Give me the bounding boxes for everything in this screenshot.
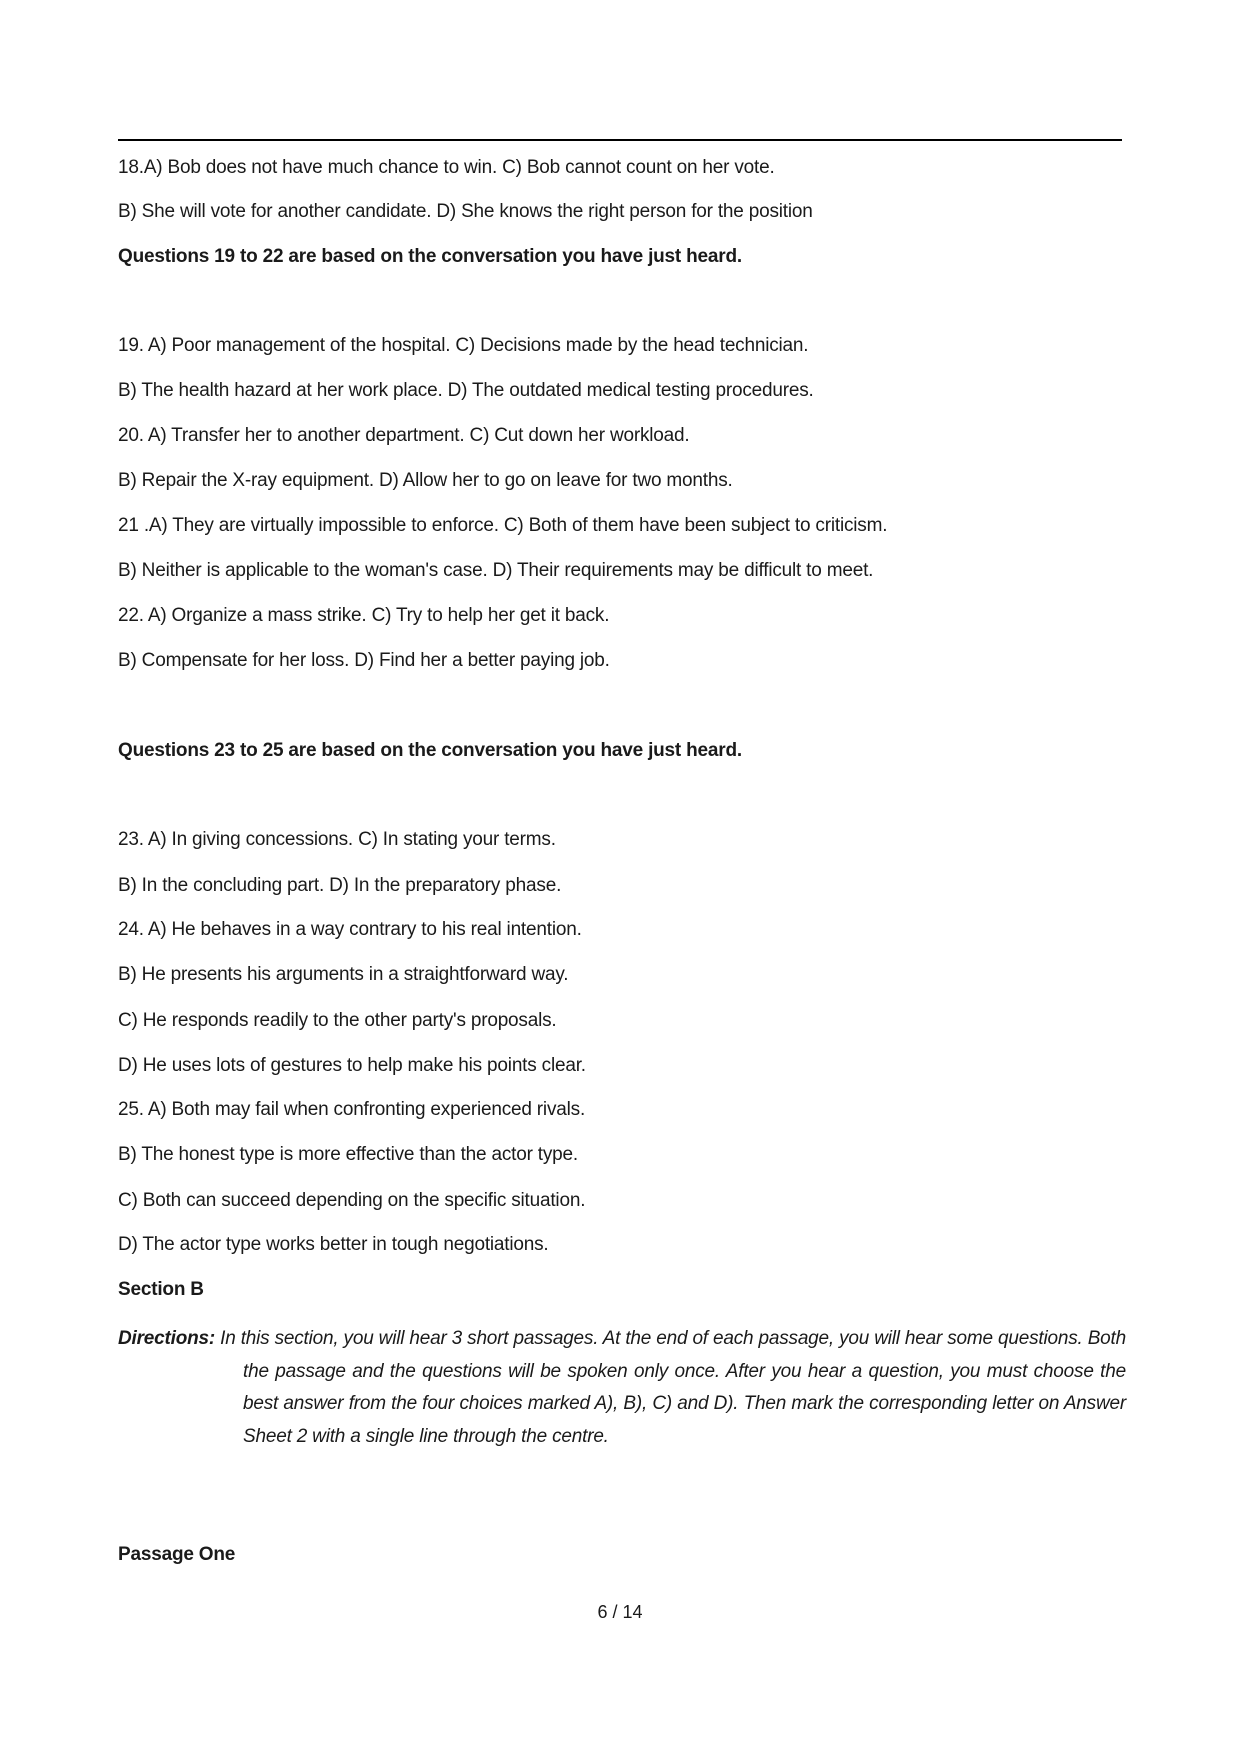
- answer-line: B) The health hazard at her work place. D) The outdated medical testing procedures.: [118, 380, 814, 401]
- header-rule: [118, 139, 1122, 141]
- answer-line: B) In the concluding part. D) In the preparatory phase.: [118, 875, 562, 896]
- answer-line: 25. A) Both may fail when confronting experienced rivals.: [118, 1099, 586, 1120]
- answer-line: B) She will vote for another candidate. D) She knows the right person for the position: [118, 201, 813, 222]
- answer-line: 22. A) Organize a mass strike. C) Try to help her get it back.: [118, 605, 610, 626]
- answer-line: D) He uses lots of gestures to help make his points clear.: [118, 1055, 586, 1076]
- answer-line: 18.A) Bob does not have much chance to win. C) Bob cannot count on her vote.: [118, 157, 775, 178]
- answer-line: D) The actor type works better in tough negotiations.: [118, 1234, 549, 1255]
- directions-paragraph: [118, 1323, 1126, 1453]
- answer-line: 19. A) Poor management of the hospital. C) Decisions made by the head technician.: [118, 335, 809, 356]
- page-number: 6 / 14: [597, 1602, 643, 1622]
- answer-line: 20. A) Transfer her to another department. C) Cut down her workload.: [118, 425, 690, 446]
- answer-line: 24. A) He behaves in a way contrary to his real intention.: [118, 919, 582, 940]
- answer-line: B) Repair the X-ray equipment. D) Allow her to go on leave for two months.: [118, 470, 733, 491]
- directions-label: Directions:: [118, 1328, 216, 1349]
- passage-heading: Passage One: [118, 1544, 236, 1565]
- answer-line: C) Both can succeed depending on the specific situation.: [118, 1190, 586, 1211]
- directions-text: In this section, you will hear 3 short passages. At the end of each passage, you will hear some questions. Both the passage and the questions will be spoken only once. After you hear a question, you must choose the best answer from the four choices marked A), B), C) and D). Then mark the corresponding letter on Answer Sheet 2 with a single line through the centre.: [220, 1328, 1126, 1447]
- answer-line: B) He presents his arguments in a straightforward way.: [118, 964, 569, 985]
- answer-line: 23. A) In giving concessions. C) In stating your terms.: [118, 829, 556, 850]
- section-heading: Section B: [118, 1279, 204, 1300]
- answer-line: C) He responds readily to the other party's proposals.: [118, 1010, 557, 1031]
- section-heading: Questions 19 to 22 are based on the conversation you have just heard.: [118, 246, 742, 267]
- answer-line: B) Neither is applicable to the woman's case. D) Their requirements may be difficult to meet.: [118, 560, 874, 581]
- answer-line: B) The honest type is more effective than the actor type.: [118, 1144, 578, 1165]
- section-heading: Questions 23 to 25 are based on the conversation you have just heard.: [118, 740, 742, 761]
- answer-line: B) Compensate for her loss. D) Find her a better paying job.: [118, 650, 610, 671]
- answer-line: 21 .A) They are virtually impossible to enforce. C) Both of them have been subject to criticism.: [118, 515, 888, 536]
